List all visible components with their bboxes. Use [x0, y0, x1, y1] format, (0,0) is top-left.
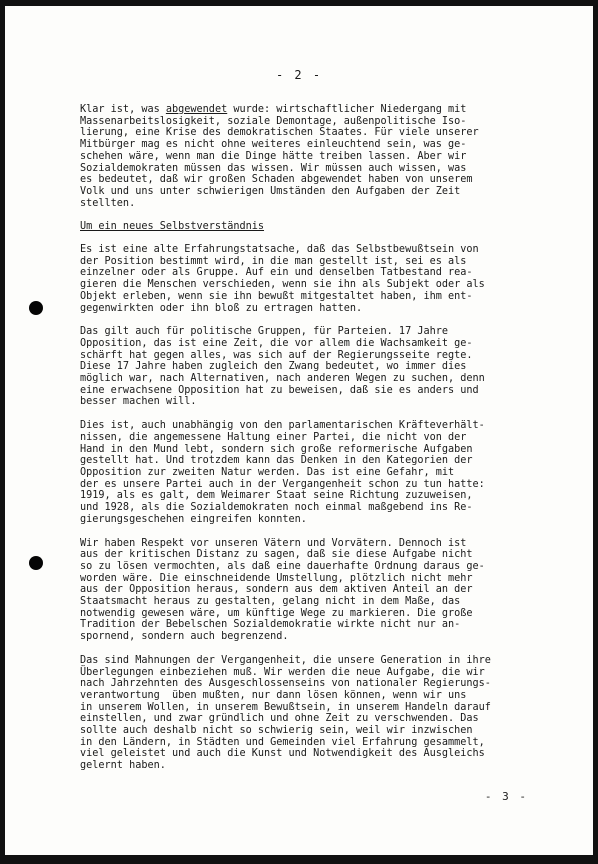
text-line: Sozialdemokraten müssen das wissen. Wir müssen auch wissen, was — [80, 162, 467, 174]
text-line: Das sind Mahnungen der Vergangenheit, die unsere Generation in ihre — [80, 654, 491, 666]
text-line: aus der Opposition heraus, sondern aus dem aktiven Anteil an der — [80, 584, 473, 596]
text-line: Mitbürger mag es nicht ohne weiteres einleuchtend sein, was ge- — [80, 139, 467, 151]
text-line: Opposition, das ist eine Zeit, die vor allem die Wachsamkeit ge- — [80, 337, 473, 349]
document-body — [80, 104, 550, 784]
scan-border-top — [0, 0, 598, 6]
text-line: Volk und uns unter schwierigen Umständen den Aufgaben der Zeit — [80, 185, 461, 197]
text-line: es bedeutet, daß wir großen Schaden abgewendet haben von unserem — [80, 174, 473, 186]
text-line: Staatsmacht heraus zu gestalten, gelang nicht in dem Maße, das — [80, 596, 461, 608]
text-line: Massenarbeitslosigkeit, soziale Demontage, außenpolitische Iso- — [80, 115, 467, 127]
paragraph — [80, 326, 550, 408]
text-line: 1919, als es galt, dem Weimarer Staat seine Richtung zuzuweisen, — [80, 490, 473, 502]
text-line: Dies ist, auch unabhängig von den parlamentarischen Kräfteverhält- — [80, 420, 485, 432]
text-line: Opposition zur zweiten Natur werden. Das ist eine Gefahr, mit — [80, 466, 455, 478]
text-line: und 1928, als die Sozialdemokraten noch einmal maßgebend ins Re- — [80, 502, 473, 514]
text-line: eine erwachsene Opposition hat zu beweisen, daß sie es anders und — [80, 384, 479, 396]
scan-border-right — [593, 0, 598, 864]
scan-border-left — [0, 0, 5, 864]
text-line: aus der kritischen Distanz zu sagen, daß sie diese Aufgabe nicht — [80, 549, 473, 561]
text-line: nach Jahrzehnten des Ausgeschlossenseins von nationaler Regierungs- — [80, 678, 491, 690]
text-line: Diese 17 Jahre haben zugleich den Zwang bedeutet, wo immer dies — [80, 361, 467, 373]
text-line: in den Ländern, in Städten und Gemeinden viel Erfahrung gesammelt, — [80, 736, 485, 748]
paragraph — [80, 655, 550, 772]
paragraph — [80, 538, 550, 643]
text-line: möglich war, nach Alternativen, nach anderen Wegen zu suchen, denn — [80, 373, 485, 385]
text-line: der es unsere Partei auch in der Vergangenheit schon zu tun hatte: — [80, 478, 485, 490]
scan-border-bottom — [0, 855, 598, 864]
text-line: sollte auch deshalb nicht so schwierig sein, weil wir inzwischen — [80, 725, 473, 737]
text-line: schehen wäre, wenn man die Dinge hätte treiben lassen. Aber wir — [80, 150, 467, 162]
text-line: Überlegungen einbeziehen muß. Wir werden die neue Aufgabe, die wir — [80, 666, 485, 678]
text-line: gelernt haben. — [80, 760, 166, 772]
text-line: gegenwirkten oder ihn bloß zu ertragen hatten. — [80, 302, 363, 314]
punch-hole-top — [29, 301, 43, 315]
paragraph — [80, 104, 550, 209]
paragraph — [80, 420, 550, 525]
text-line: Wir haben Respekt vor unseren Vätern und Vorvätern. Dennoch ist — [80, 537, 467, 549]
text-line: notwendig gewesen wäre, um künftige Wege zu markieren. Die große — [80, 607, 473, 619]
text-line: Hand in den Mund lebt, sondern sich große reformerische Aufgaben — [80, 443, 473, 455]
text-line: gestellt hat. Und trotzdem kann das Denken in den Kategorien der — [80, 455, 473, 467]
text-line: lierung, eine Krise des demokratischen Staates. Für viele unserer — [80, 127, 479, 139]
text-line: in unserem Wollen, in unserem Bewußtsein, in unserem Handeln darauf — [80, 701, 491, 713]
text-line: Klar ist, was abgewendet wurde: wirtschaftlicher Niedergang mit — [80, 104, 467, 115]
text-line: viel geleistet und auch die Kunst und Notwendigkeit des Ausgleichs — [80, 748, 485, 760]
text-line: gierungsgeschehen eingreifen konnten. — [80, 513, 307, 525]
text-line: der Position bestimmt wird, in die man gestellt ist, sei es als — [80, 255, 467, 267]
text-line: einzelner oder als Gruppe. Auf ein und denselben Tatbestand rea- — [80, 267, 473, 279]
text-line: worden wäre. Die einschneidende Umstellung, plötzlich nicht mehr — [80, 572, 473, 584]
text-line: Objekt erleben, wenn sie ihn bewußt mitgestaltet haben, ihm ent- — [80, 290, 473, 302]
text-line: verantwortung üben mußten, nur dann lösen können, wenn wir uns — [80, 689, 467, 701]
punch-hole-bottom — [29, 556, 43, 570]
text-line: schärft hat gegen alles, was sich auf der Regierungsseite regte. — [80, 349, 473, 361]
text-line: Tradition der Bebelschen Sozialdemokratie wirkte nicht nur an- — [80, 619, 461, 631]
page-number: - 2 - — [275, 68, 323, 82]
text-line: so zu lösen vermochten, als daß eine dauerhafte Ordnung daraus ge- — [80, 560, 485, 572]
text-line: Es ist eine alte Erfahrungstatsache, daß das Selbstbewußtsein von — [80, 244, 479, 256]
text-line: besser machen will. — [80, 396, 197, 408]
text-line: Das gilt auch für politische Gruppen, für Parteien. 17 Jahre — [80, 326, 449, 338]
text-line: gieren die Menschen verschieden, wenn sie ihn als Subjekt oder als — [80, 279, 485, 291]
text-line: stellten. — [80, 197, 136, 209]
section-heading: Um ein neues Selbstverständnis — [80, 221, 265, 233]
text-line: spornend, sondern auch begrenzend. — [80, 631, 289, 643]
paragraph — [80, 244, 550, 314]
text-line: einstellen, und zwar gründlich und ohne Zeit zu verschwenden. Das — [80, 713, 479, 725]
text-line: nissen, die angemessene Haltung einer Partei, die nicht von der — [80, 431, 467, 443]
next-page-marker: - 3 - — [484, 790, 528, 803]
